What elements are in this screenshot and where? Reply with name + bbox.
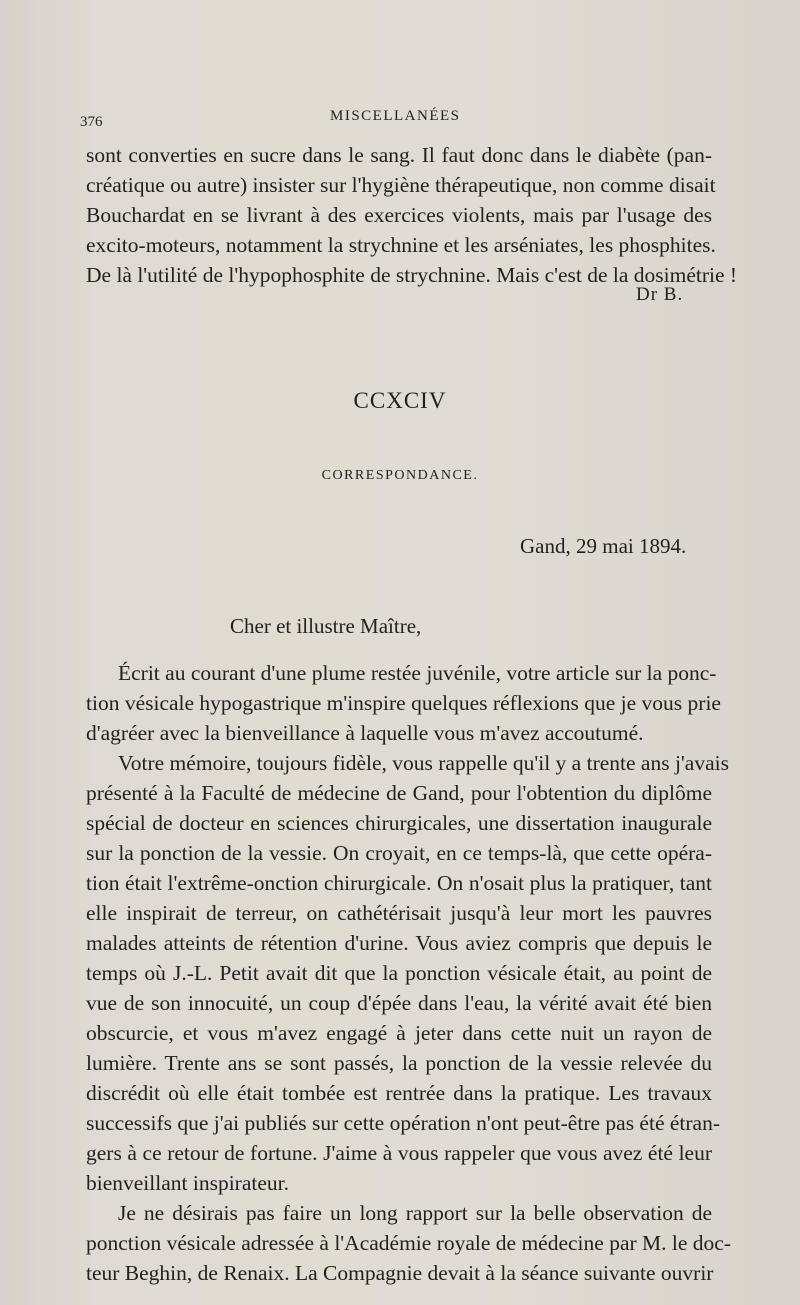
text-line: Écrit au courant d'une plume restée juvénile, votre article sur la ponc-	[118, 661, 717, 685]
text-line: vue de son innocuité, un coup d'épée dans l'eau, la vérité avait été bien	[86, 991, 712, 1015]
text-line: elle inspirait de terreur, on cathétérisait jusqu'à leur mort les pauvres	[86, 901, 712, 925]
text-line: temps où J.-L. Petit avait dit que la ponction vésicale était, au point de	[86, 961, 712, 985]
letter-body	[86, 658, 731, 1288]
text-line: Je ne désirais pas faire un long rapport sur la belle observation de	[118, 1201, 712, 1225]
text-line: obscurcie, et vous m'avez engagé à jeter dans cette nuit un rayon de	[86, 1021, 712, 1045]
text-line: tion vésicale hypogastrique m'inspire quelques réflexions que je vous prie	[86, 691, 721, 715]
text-line: créatique ou autre) insister sur l'hygiène thérapeutique, non comme disait	[86, 173, 716, 197]
text-line: De là l'utilité de l'hypophosphite de strychnine. Mais c'est de la dosimétrie !	[86, 263, 738, 287]
text-line: Bouchardat en se livrant à des exercices violents, mais par l'usage des	[86, 203, 712, 227]
text-line: présenté à la Faculté de médecine de Gand, pour l'obtention du diplôme	[86, 781, 712, 805]
letter-salutation: Cher et illustre Maître,	[230, 614, 422, 638]
closing-paragraph	[86, 140, 738, 290]
text-line: bienveillant inspirateur.	[86, 1171, 290, 1195]
text-line: lumière. Trente ans se sont passés, la ponction de la vessie relevée du	[86, 1051, 712, 1075]
author-signature: Dr B.	[636, 284, 684, 305]
running-title: MISCELLANÉES	[330, 108, 461, 124]
text-line: excito-moteurs, notamment la strychnine et les arséniates, les phosphites.	[86, 233, 716, 257]
text-line: gers à ce retour de fortune. J'aime à vous rappeler que vous avez été leur	[86, 1141, 712, 1165]
text-line: tion était l'extrême-onction chirurgicale. On n'osait plus la pratiquer, tant	[86, 871, 712, 895]
text-line: spécial de docteur en sciences chirurgicales, une dissertation inaugurale	[86, 811, 712, 835]
text-line: Votre mémoire, toujours fidèle, vous rappelle qu'il y a trente ans j'avais	[118, 751, 729, 775]
text-line: ponction vésicale adressée à l'Académie royale de médecine par M. le doc-	[86, 1231, 731, 1255]
running-head	[80, 108, 720, 132]
text-line: successifs que j'ai publiés sur cette opération n'ont peut-être pas été étran-	[86, 1111, 720, 1135]
section-number: CCXCIV	[353, 388, 447, 413]
text-line: d'agréer avec la bienveillance à laquelle vous m'avez accoutumé.	[86, 721, 644, 745]
text-line: teur Beghin, de Renaix. La Compagnie devait à la séance suivante ouvrir	[86, 1261, 714, 1285]
section-title: CORRESPONDANCE.	[321, 468, 479, 483]
text-line: discrédit où elle était tombée est rentrée dans la pratique. Les travaux	[86, 1081, 712, 1105]
text-line: sont converties en sucre dans le sang. Il faut donc dans le diabète (pan-	[86, 143, 712, 167]
text-line: malades atteints de rétention d'urine. Vous aviez compris que depuis le	[86, 931, 712, 955]
page-number: 376	[80, 114, 103, 130]
letter-dateline: Gand, 29 mai 1894.	[520, 534, 687, 558]
text-line: sur la ponction de la vessie. On croyait, en ce temps-là, que cette opéra-	[86, 841, 712, 865]
